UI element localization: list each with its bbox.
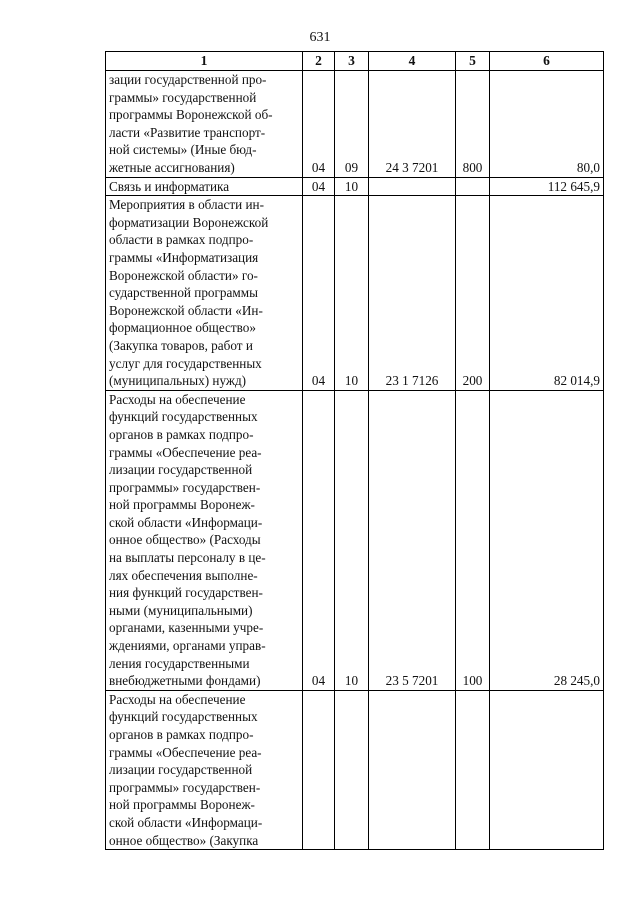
row-expense-type: 100 [456,390,490,690]
row-amount: 28 245,0 [490,390,604,690]
budget-table [105,51,604,850]
header-col-4: 4 [369,52,456,71]
row-expense-type: 800 [456,70,490,177]
row-subsection: 09 [335,70,369,177]
row-name: Расходы на обеспечение функций государственных органов в рамках подпро- граммы «Обеспечение реа- лизации государственной программы» государствен- ной программы Воронеж- ской области «Информаци- онное общество» (Закупка [106,690,303,849]
row-amount: 112 645,9 [490,177,604,196]
row-expense-type [456,177,490,196]
row-expense-type: 200 [456,196,490,391]
page-number: 631 [309,30,331,45]
row-amount [490,690,604,849]
row-section: 04 [303,177,335,196]
row-name: Расходы на обеспечение функций государственных органов в рамках подпро- граммы «Обеспечение реа- лизации государственной программы» государствен- ной программы Воронеж- ской области «Информаци- онное общество» (Расходы на выплаты персоналу в це- лях обеспечения выполне- ния функций государствен- ными (муниципальными) органами, казенными учре- ждениями, органами управ- ления государственными внебюджетными фондами) [106,390,303,690]
row-subsection: 10 [335,390,369,690]
table-row [106,390,604,690]
row-section: 04 [303,390,335,690]
header-col-5: 5 [456,52,490,71]
row-subsection: 10 [335,196,369,391]
row-amount: 82 014,9 [490,196,604,391]
row-target-code [369,177,456,196]
row-target-code: 23 1 7126 [369,196,456,391]
row-target-code: 23 5 7201 [369,390,456,690]
table-row [106,70,604,177]
header-col-2: 2 [303,52,335,71]
row-subsection [335,690,369,849]
row-section: 04 [303,196,335,391]
table-row [106,177,604,196]
row-subsection: 10 [335,177,369,196]
header-col-3: 3 [335,52,369,71]
table-row [106,196,604,391]
table-row [106,690,604,849]
row-section [303,690,335,849]
row-name: Связь и информатика [106,177,303,196]
row-target-code: 24 3 7201 [369,70,456,177]
row-expense-type [456,690,490,849]
row-target-code [369,690,456,849]
row-amount: 80,0 [490,70,604,177]
header-row [106,52,604,71]
row-section: 04 [303,70,335,177]
row-name: Мероприятия в области ин- форматизации Воронежской области в рамках подпро- граммы «Информатизация Воронежской области» го- сударственной программы Воронежской области «Ин- формационное общество» (Закупка товаров, работ и услуг для государственных (муниципальных) нужд) [106,196,303,391]
row-name: зации государственной про- граммы» государственной программы Воронежской об- ласти «Развитие транспорт- ной системы» (Иные бюд- жетные ассигнования) [106,70,303,177]
header-col-1: 1 [106,52,303,71]
header-col-6: 6 [490,52,604,71]
